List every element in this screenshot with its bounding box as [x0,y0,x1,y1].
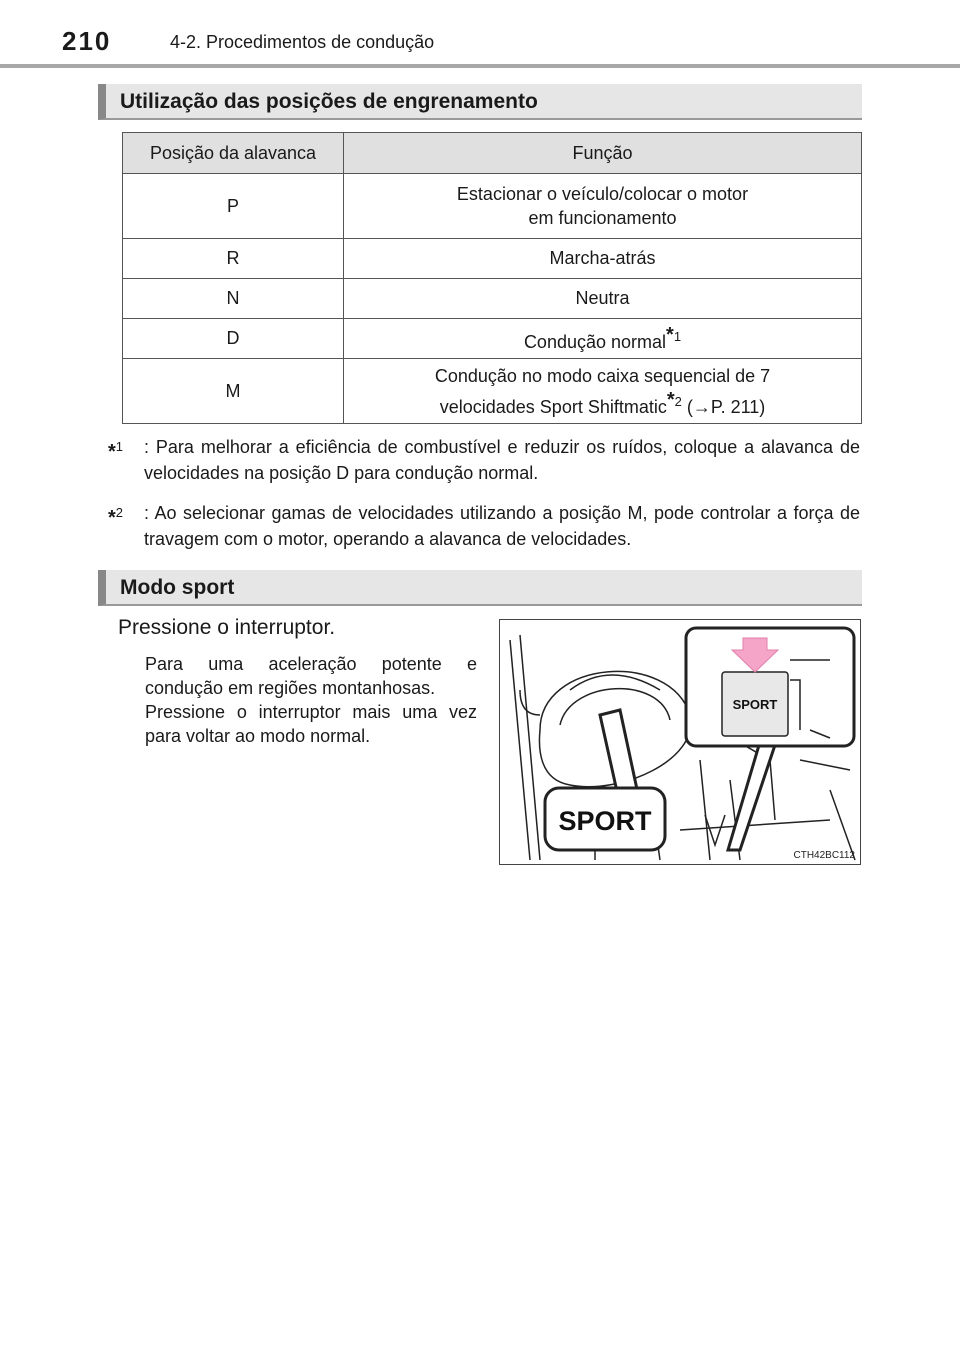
instruction-details [145,652,477,748]
position-cell: D [123,319,344,359]
table-row [123,359,862,424]
footnote-ref: *2 [666,388,682,411]
position-cell: N [123,279,344,319]
section-heading-sport-mode [98,570,862,606]
gear-position-table [122,132,862,424]
table-row [123,239,862,279]
function-text: velocidades Sport Shiftmatic [439,396,667,417]
function-text: em funcionamento [528,208,677,228]
function-cell: Marcha-atrás [344,239,862,279]
footnote-text: : Para melhorar a eficiência de combustível e reduzir os ruídos, coloque a alavanca de velocidades na posição D para condução normal. [144,437,860,483]
column-header-position: Posição da alavanca [123,133,344,174]
table-header-row [123,133,862,174]
page-number: 210 [62,26,112,56]
header-divider [0,64,960,68]
table-row [123,279,862,319]
detail-paragraph: Para uma aceleração potente e condução em regiões montanhosas. [145,654,477,698]
table-row [123,174,862,239]
section-title: Utilização das posições de engrenamento [120,90,538,113]
function-cell [344,174,862,239]
function-cell [344,359,862,424]
page-reference: (→P. 211) [686,396,766,417]
page-header [0,0,960,70]
position-cell: M [123,359,344,424]
footnote-ref: *1 [666,324,682,346]
footnote-text: : Ao selecionar gamas de velocidades utilizando a posição M, pode controlar a força de travagem com o motor, operando a alavanca de velocidades. [144,503,860,549]
sport-button-illustration [499,619,861,865]
detail-paragraph: Pressione o interruptor mais uma vez para voltar ao modo normal. [145,702,477,746]
section-title: Modo sport [120,576,235,599]
table-row [123,319,862,359]
footnote-1: *$^1$ : Para melhorar a eficiência de combustível e reduzir os ruídos, coloque a alavanca de velocidades na posição D para condução normal. [108,434,860,486]
section-heading-gear-positions [98,84,862,120]
column-header-function: Função [344,133,862,174]
chapter-title: 4-2. Procedimentos de condução [170,32,435,52]
figure-code: CTH42BC112 [793,850,855,861]
dashboard-drawing [500,620,860,864]
footnote-2: *$^2$ : Ao selecionar gamas de velocidades utilizando a posição M, pode controlar a força de travagem com o motor, operando a alavanca de velocidades. [108,500,860,552]
function-text: Estacionar o veículo/colocar o motor [456,184,749,204]
position-cell: P [123,174,344,239]
function-cell: Neutra [344,279,862,319]
function-cell [344,319,862,359]
position-cell: R [123,239,344,279]
function-text: Condução normal [523,332,667,352]
sport-callout-label: SPORT [558,806,652,836]
sport-button-label: SPORT [732,697,778,712]
instruction-text: Pressione o interruptor. [118,616,336,639]
function-text: Condução no modo caixa sequencial de 7 [434,365,771,386]
